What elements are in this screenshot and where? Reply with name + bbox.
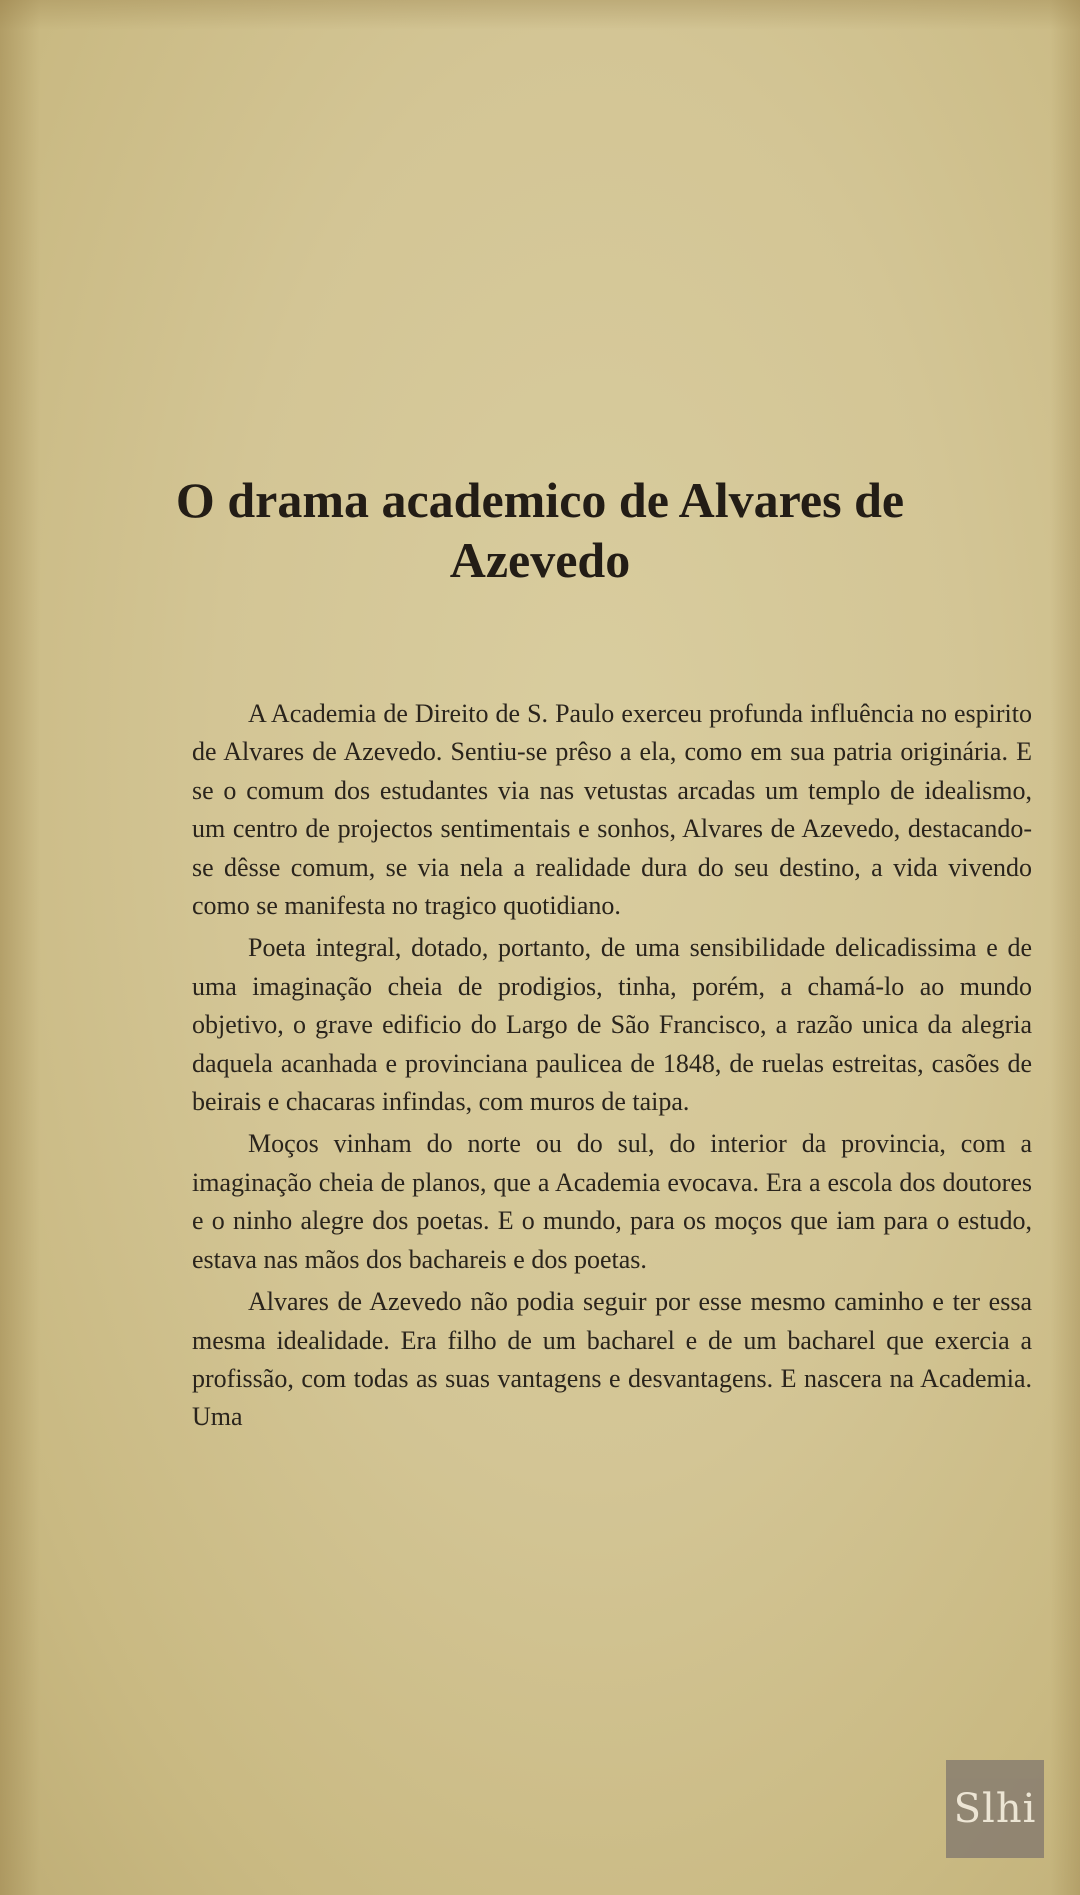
library-watermark-stamp (946, 1760, 1044, 1858)
watermark-text: Slhi (953, 1786, 1037, 1832)
paragraph-1: A Academia de Direito de S. Paulo exerceu profunda influência no espirito de Alvares de Azevedo. Sentiu-se prêso a ela, como em sua patria originária. E se o comum dos estudantes via nas vetustas arcadas um templo de idealismo, um centro de projectos sentimentais e sonhos, Alvares de Azevedo, destacando-se dêsse comum, se via nela a realidade dura do seu destino, a vida vivendo como se manifesta no tragico quotidiano. (192, 699, 1032, 921)
page-edge-shadow-right (1050, 0, 1080, 1895)
page-edge-shadow-top (0, 0, 1080, 30)
paragraph-3: Moços vinham do norte ou do sul, do interior da provincia, com a imaginação cheia de planos, que a Academia evocava. Era a escola dos doutores e o ninho alegre dos poetas. E o mundo, para os moços que iam para o estudo, estava nas mãos dos bachareis e dos poetas. (192, 1129, 1032, 1274)
paragraph-4: Alvares de Azevedo não podia seguir por esse mesmo caminho e ter essa mesma idealidade. Era filho de um bacharel e de um bacharel que exercia a profissão, com todas as suas vantagens e desvantagens. E nascera na Academia. Uma (192, 1287, 1032, 1432)
paragraph-2: Poeta integral, dotado, portanto, de uma sensibilidade delicadissima e de uma imaginação cheia de prodigios, tinha, porém, a chamá-lo ao mundo objetivo, o grave edificio do Largo de São Francisco, a razão unica da alegria daquela acanhada e provinciana paulicea de 1848, de ruelas estreitas, casões de beirais e chacaras infindas, com muros de taipa. (192, 933, 1032, 1117)
chapter-title: O drama academico de Alvares de Azevedo (175, 472, 905, 588)
body-text (192, 695, 1032, 1441)
page-edge-shadow-left (0, 0, 40, 1895)
